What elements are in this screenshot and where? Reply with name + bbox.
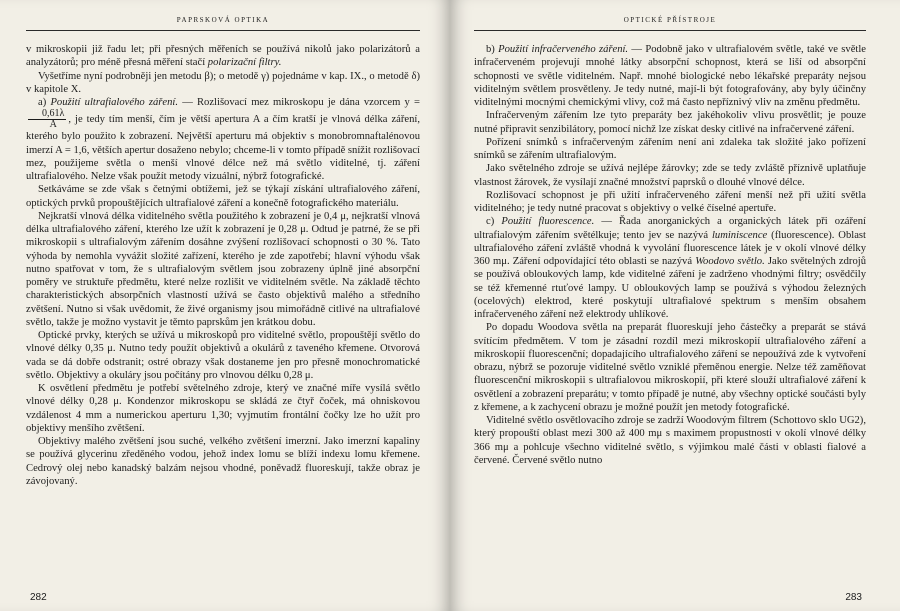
right-page [450,0,900,611]
paragraph: v mikroskopii již řadu let; při přesných měřeních se používá nikolů jako polarizátorů a analyzátorů; pro méně přesná měření stačí polarizační filtry. [26,44,420,69]
paragraph: Rozlišovací schopnost je při užití infračerveného záření menší než při užití světla viditelného; je tedy nutné pracovat s objektivy o velké číselné apertuře. [474,189,866,214]
paragraph: Setkáváme se zde však s četnými obtížemi, jež se týkají získání ultrafialového záření, optických prvků propouštějících ultrafialové záření a konečně fotografického materiálu. [26,184,420,209]
paragraph: b) Použití infračerveného záření. — Podobně jako v ultrafialovém světle, také ve světle infračerveném projevují mnohé látky absorpční schopnost, která se liší od absorpční schopnosti ve světle viditelném. Např. mnohé biologické nebo lékařské preparáty nejsou viditelným světlem prosvětleny. Je tedy nutné, mají-li být fotografovány, aby byly účinčny viditelnými mocnými chemickými vlivy, což má často nepříznivý vliv na změnu předmětu. [474,44,866,108]
paragraph: Infračerveným zářením lze tyto preparáty bez jakéhokoliv vlivu prosvětlit; je pouze nutné připravit senzibilátory, pomocí nichž lze získat desky citlivé na infračervené záření. [474,110,866,135]
paragraph: Viditelné světlo osvětlovacího zdroje se zadrží Woodovým filtrem (Schottovo sklo UG2), který propouští oblast mezi 300 až 400 mμ s maximem propustnosti v okolí vlnové délky 366 mμ a pohlcuje všechno viditelné světlo, s výjimkou malé části v oblasti fialové a červené. Červené světlo nutno [474,415,866,466]
paragraph: K osvětlení předmětu je potřebí světelného zdroje, který ve značné míře vysílá světlo vlnové délky 0,28 μ. Kondenzor mikroskopu se skládá ze čtyř čoček, má ohniskovou vzdálenost 4 mm a numerickou aperturu 1,30; vyjmutím frontální čočky lze ho užít pro objektivy menšího zvětšení. [26,383,420,434]
paragraph: Optické prvky, kterých se užívá u mikroskopů pro viditelné světlo, propouštějí světlo do vlnové délky 0,35 μ. Nutno tedy použít objektivů a okulárů z taveného křemene. Otvorová vada se dá dobře odstranit; ostré obrazy však dostaneme jen pro přesně monochromatické světlo. Objektivy a okuláry jsou počítány pro vlnovou délku 0,28 μ. [26,330,420,381]
paragraph: Nejkratší vlnová délka viditelného světla použitého k zobrazení je 0,4 μ, nejkratší vlnová délka ultrafialového záření, kterého lze užít k zobrazení je 0,28 μ. Odtud je patrné, že se při mikroskopii s ultrafialovým zářením dosáhne zvýšení rozlišovací schopnosti o 30 %. Tato výhoda by nemohla vyvážit složité zařízení, kterého je zde zapotřebí; hlavní výhodu však nutno spatřovat v tom, že s ultrafialovým světlem jsou zobrazeny úplně jiné absorpční poměry ve struktuře předmětu, které nelze rozlišit ve viditelném světle. Na základě těchto charakteristických absorpčních vlastností užívá se často objektivů malého a středního zvětšení. Nutno si však uvědomit, že živé organismy jsou mimořádně citlivé na ultrafialové světlo, takže je možno vystavit je těmto paprskům jen krátkou dobu. [26,210,420,328]
paragraph: Vyšetříme nyní podrobněji jen metodu β); o metodě γ) pojednáme v kap. IX., o metodě δ) v kapitole X. [26,70,420,95]
paragraph: Jako světelného zdroje se užívá nejlépe žárovky; zde se tedy zvláště příznivě uplatňuje vlastnost žárovek, že vysílají značné množství paprsků o dlouhé vlnové délce. [474,163,866,188]
paragraph: c) Použití fluorescence. — Řada anorganických a organických látek při ozáření ultrafialovým zářením světélkuje; tento jev se nazývá luminiscence (fluorescence). Oblast ultrafialového záření zvláště vhodná k vyvolání fluorescence látek je v okolí vlnové délky 360 mμ. Záření odpovídající této oblasti se nazývá Woodovo světlo. Jako světelných zdrojů se používá obloukových lamp, kde viditelné záření je zadrženo vhodnými filtry; osvědčily se též křemenné rtuťové lampy. U obloukových lamp se používá s výhodou železných (ocelových) elektrod, které poskytují ultrafialové spektrum s menším obsahem infračerveného záření než elektrody uhlíkové. [474,216,866,320]
page-number: 282 [30,592,47,603]
paragraph: Pořízení snímků s infračerveným zářením není ani zdaleka tak složité jako pořízení snímků se zářením ultrafialovým. [474,136,866,161]
paragraph: a) Použití ultrafialového záření. — Rozlišovací mez mikroskopu je dána vzorcem y = $\frac{0,61\lambda}{A}$ , je tedy tím menší, čím je větší apertura A a čím kratší je vlnová délka záření, kterého bylo použito k zobrazení. Největší aperturu má objektiv s monobromnaftalénovou imerzí A = 1,6, větších apertur dosaženo nebylo; chceme-li v tomto případě snížit rozlišovací mez, použijeme světla o menší vlnové délce než má světlo viditelné, tj. záření ultrafialového. Nelze však použít metody vizuální, nýbrž fotografické. [26,97,421,182]
header-rule [26,30,420,31]
paragraph: Objektivy malého zvětšení jsou suché, velkého zvětšení imerzní. Jako imerzní kapaliny se používá glycerinu zředěného vodou, jehož index lomu se blíží indexu lomu křemene. Cedrový olej nebo kanadský balzám nejsou vhodné, poněvadž fluoreskují, takže obraz je závojovaný. [26,436,420,487]
page-number: 283 [845,592,862,603]
running-header: PAPRSKOVÁ OPTIKA [176,16,270,24]
formula-fraction: $\frac{0,61\lambda}{A}$ [28,109,66,130]
header-rule [474,30,866,31]
running-header: OPTICKÉ PŘÍSTROJE [623,16,717,24]
paragraph: Po dopadu Woodova světla na preparát fluoreskují jeho částečky a preparát se stává svítícím předmětem. V tom je zásadní rozdíl mezi mikroskopií ultrafialového záření a mikroskopií fluorescenční; dopadajícího ultrafialového záření se nepoužívá zde k vytvoření obrazu, nýbrž se pozoruje viditelné světlo vzniklé přeměnou energie. Nelze též zaměňovat fluorescenční mikroskopii s ultrafialovou mikroskopií, při které slouží ultrafialové záření k osvětlení a zobrazení preparátu; v tomto případě je nutné, aby všechny optické součásti byly z křemene, a k zachycení obrazu je možné použít jen metody fotografické. [474,322,866,413]
